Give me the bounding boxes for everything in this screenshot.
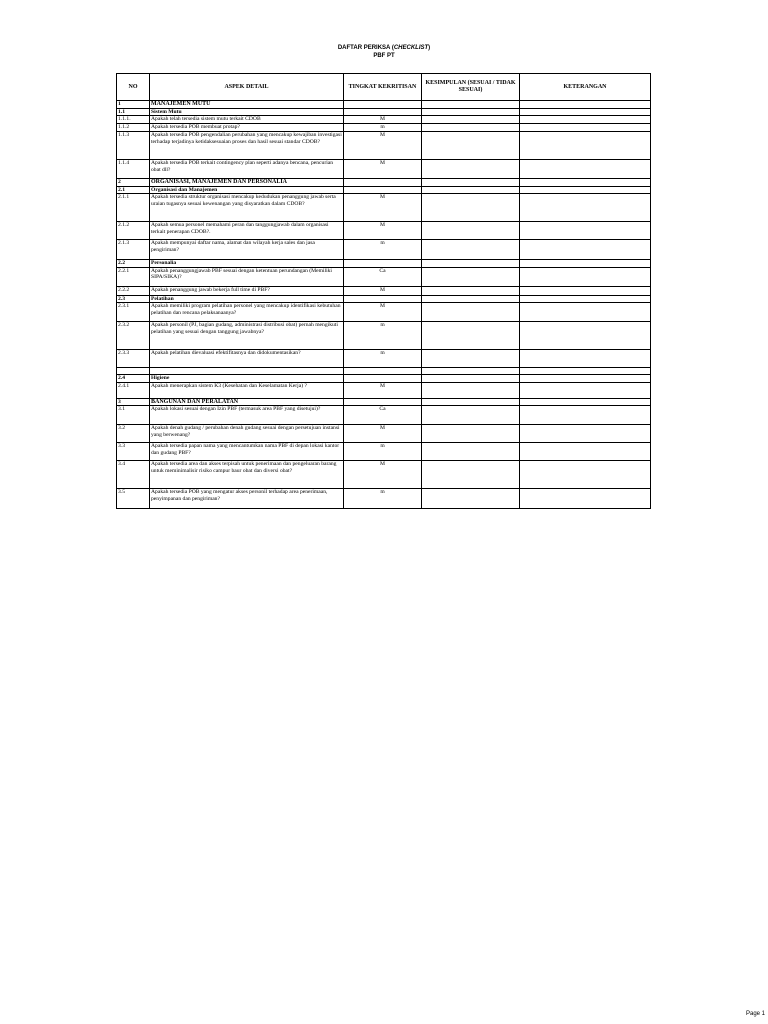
row-keterangan — [520, 368, 651, 375]
row-kesimpulan — [422, 368, 520, 375]
row-keterangan — [520, 322, 651, 350]
row-aspek: Apakah tersedia POB terkait contingency plan seperti adanya bencana, pencurian obat dll? — [150, 160, 344, 179]
row-keterangan — [520, 375, 651, 383]
row-tingkat — [344, 108, 422, 116]
row-number: 2.3.1 — [117, 303, 150, 322]
table-row — [117, 286, 651, 295]
row-aspek: Apakah tersedia POB membuat protap? — [150, 124, 344, 132]
row-keterangan — [520, 108, 651, 116]
row-aspek: Apakah penanggung jawab bekerja full time di PBF? — [150, 286, 344, 295]
row-keterangan — [520, 406, 651, 425]
row-tingkat: M — [344, 160, 422, 179]
row-aspek: Higiene — [150, 375, 344, 383]
row-number: 2.1.1 — [117, 194, 150, 222]
subsection-row — [117, 186, 651, 194]
row-keterangan — [520, 295, 651, 303]
row-keterangan — [520, 303, 651, 322]
row-aspek: Apakah denah gudang / perubahan denah gudang sesuai dengan persetujuan instansi yang berwenang? — [150, 425, 344, 443]
table-row — [117, 443, 651, 461]
row-tingkat — [344, 398, 422, 406]
row-keterangan — [520, 489, 651, 509]
row-tingkat: M — [344, 194, 422, 222]
row-tingkat — [344, 375, 422, 383]
row-kesimpulan — [422, 398, 520, 406]
row-kesimpulan — [422, 116, 520, 124]
header-aspek: ASPEK DETAIL — [150, 74, 344, 101]
row-aspek: Apakah personil (PJ, bagian gudang, administrasi distribusi obat) pernah mengikuti pelatihan yang sesuai dengan tanggung jawabnya? — [150, 322, 344, 350]
row-aspek: Apakah memiliki program pelatihan personel yang mencakup identifikasi kebutuhan pelatihan dan rencana pelaksanaanya? — [150, 303, 344, 322]
row-number: 1.1.2 — [117, 124, 150, 132]
table-row — [117, 382, 651, 398]
row-keterangan — [520, 286, 651, 295]
row-kesimpulan — [422, 286, 520, 295]
row-keterangan — [520, 116, 651, 124]
row-number: 3.5 — [117, 489, 150, 509]
row-aspek: Apakah lokasi sesuai dengan Izin PBF (termasuk area PBF yang disetujui)? — [150, 406, 344, 425]
header-tingkat: TINGKAT KEKRITISAN — [344, 74, 422, 101]
row-tingkat: m — [344, 322, 422, 350]
table-row — [117, 303, 651, 322]
row-keterangan — [520, 382, 651, 398]
row-aspek: Apakah semua personel memahami peran dan tanggungjawab dalam organisasi terkait penerapan CDOB?. — [150, 222, 344, 240]
subsection-row — [117, 108, 651, 116]
table-row — [117, 489, 651, 509]
row-keterangan — [520, 101, 651, 109]
table-body — [117, 101, 651, 509]
row-aspek: Apakah menerapkan sistem K3 (Kesehatan dan Keselamatan Kerja) ? — [150, 382, 344, 398]
row-number — [117, 368, 150, 375]
row-kesimpulan — [422, 303, 520, 322]
row-tingkat: M — [344, 286, 422, 295]
table-row — [117, 116, 651, 124]
row-keterangan — [520, 461, 651, 489]
row-keterangan — [520, 425, 651, 443]
row-kesimpulan — [422, 222, 520, 240]
subsection-row — [117, 260, 651, 268]
section-row — [117, 101, 651, 109]
section-row — [117, 398, 651, 406]
subsection-row — [117, 375, 651, 383]
row-aspek: MANAJEMEN MUTU — [150, 101, 344, 109]
row-tingkat: M — [344, 425, 422, 443]
row-number: 1 — [117, 101, 150, 109]
row-tingkat: Ca — [344, 267, 422, 286]
row-kesimpulan — [422, 186, 520, 194]
row-kesimpulan — [422, 260, 520, 268]
row-keterangan — [520, 124, 651, 132]
row-tingkat: Ca — [344, 406, 422, 425]
row-kesimpulan — [422, 101, 520, 109]
row-number: 1.1.4 — [117, 160, 150, 179]
row-aspek: Apakah tersedia area dan akses terpisah untuk penerimaan dan pengeluaran barang untuk meminimalisir risiko campur baur obat dan diversi obat? — [150, 461, 344, 489]
subsection-row — [117, 295, 651, 303]
row-kesimpulan — [422, 350, 520, 368]
row-kesimpulan — [422, 194, 520, 222]
row-kesimpulan — [422, 443, 520, 461]
row-keterangan — [520, 160, 651, 179]
row-number: 2.2.2 — [117, 286, 150, 295]
row-number: 2.2 — [117, 260, 150, 268]
row-kesimpulan — [422, 406, 520, 425]
table-row — [117, 124, 651, 132]
row-aspek — [150, 368, 344, 375]
document-title: DAFTAR PERIKSA (CHECKLIST) — [337, 45, 431, 51]
document-title-italic: CHECKLIST — [393, 45, 429, 51]
section-row — [117, 179, 651, 187]
row-keterangan — [520, 398, 651, 406]
row-kesimpulan — [422, 108, 520, 116]
row-kesimpulan — [422, 267, 520, 286]
row-kesimpulan — [422, 375, 520, 383]
row-number: 2 — [117, 179, 150, 187]
row-aspek: BANGUNAN DAN PERALATAN — [150, 398, 344, 406]
table-row — [117, 406, 651, 425]
row-aspek: Apakah tersedia struktur organisasi mencakup kedudukan penanggung jawab serta uraian tugasnya sesuai kewenangan yang disyaratkan dalam CDOB? — [150, 194, 344, 222]
header-no: NO — [117, 74, 150, 101]
row-aspek: Apakah pelatihan dievaluasi efektifitasnya dan didokumentasikan? — [150, 350, 344, 368]
row-tingkat: M — [344, 461, 422, 489]
row-kesimpulan — [422, 160, 520, 179]
row-kesimpulan — [422, 179, 520, 187]
row-aspek: Apakah tersedia papan nama yang mencantumkan nama PBF di depan lokasi kantor dan gudang PBF? — [150, 443, 344, 461]
row-aspek: Apakah tersedia POB yang mengatur akses personil terhadap area penerimaan, penyimpanan dan pengiriman? — [150, 489, 344, 509]
row-tingkat: m — [344, 489, 422, 509]
row-keterangan — [520, 350, 651, 368]
document-subtitle: PBF PT — [373, 53, 395, 59]
row-kesimpulan — [422, 132, 520, 160]
row-tingkat — [344, 101, 422, 109]
row-tingkat — [344, 260, 422, 268]
row-aspek: Personalia — [150, 260, 344, 268]
row-number: 2.1 — [117, 186, 150, 194]
row-tingkat — [344, 368, 422, 375]
row-aspek: Sistem Mutu — [150, 108, 344, 116]
row-keterangan — [520, 194, 651, 222]
table-row — [117, 350, 651, 368]
page-number: Page 1 — [746, 1011, 766, 1017]
row-tingkat — [344, 186, 422, 194]
row-number: 3.2 — [117, 425, 150, 443]
table-row — [117, 132, 651, 160]
table-row — [117, 267, 651, 286]
row-tingkat: M — [344, 222, 422, 240]
row-tingkat: m — [344, 124, 422, 132]
row-tingkat: M — [344, 382, 422, 398]
row-keterangan — [520, 222, 651, 240]
row-tingkat: m — [344, 443, 422, 461]
row-aspek: Organisasi dan Manajemen — [150, 186, 344, 194]
table-header-row — [117, 74, 651, 101]
header-keterangan: KETERANGAN — [520, 74, 651, 101]
table-row — [117, 461, 651, 489]
header-kesimpulan: KESIMPULAN (SESUAI / TIDAK SESUAI) — [422, 74, 520, 101]
row-tingkat: M — [344, 116, 422, 124]
row-tingkat — [344, 179, 422, 187]
row-keterangan — [520, 267, 651, 286]
row-aspek: Pelatihan — [150, 295, 344, 303]
row-number: 3 — [117, 398, 150, 406]
row-keterangan — [520, 186, 651, 194]
table-row — [117, 425, 651, 443]
row-kesimpulan — [422, 489, 520, 509]
row-aspek: Apakah penanggungjawab PBF sesuai dengan ketentuan perundangan (Memiliki SIPA/SIKA)? — [150, 267, 344, 286]
row-number: 2.3.3 — [117, 350, 150, 368]
row-number: 2.3 — [117, 295, 150, 303]
row-kesimpulan — [422, 322, 520, 350]
row-keterangan — [520, 443, 651, 461]
row-keterangan — [520, 240, 651, 260]
table-row — [117, 240, 651, 260]
row-number: 2.4 — [117, 375, 150, 383]
row-number: 1.1 — [117, 108, 150, 116]
row-keterangan — [520, 132, 651, 160]
row-number: 1.1.3 — [117, 132, 150, 160]
row-kesimpulan — [422, 295, 520, 303]
row-keterangan — [520, 179, 651, 187]
row-aspek: Apakah telah tersedia sistem mutu terkait CDOB — [150, 116, 344, 124]
row-number: 3.4 — [117, 461, 150, 489]
row-number: 3.1 — [117, 406, 150, 425]
row-tingkat: M — [344, 303, 422, 322]
row-kesimpulan — [422, 124, 520, 132]
row-tingkat — [344, 295, 422, 303]
row-aspek: ORGANISASI, MANAJEMEN DAN PERSONALIA — [150, 179, 344, 187]
row-kesimpulan — [422, 240, 520, 260]
row-kesimpulan — [422, 461, 520, 489]
row-tingkat: M — [344, 132, 422, 160]
row-number: 2.1.2 — [117, 222, 150, 240]
table-row — [117, 322, 651, 350]
row-tingkat: m — [344, 240, 422, 260]
row-number: 1.1.1. — [117, 116, 150, 124]
row-number: 3.3 — [117, 443, 150, 461]
row-kesimpulan — [422, 425, 520, 443]
table-row — [117, 194, 651, 222]
row-number: 2.3.2 — [117, 322, 150, 350]
checklist-table — [116, 73, 651, 509]
row-number: 2.1.3 — [117, 240, 150, 260]
row-aspek: Apakah tersedia POB pengendalian perubahan yang mencakup kewajiban investigasi terhadap terjadinya ketidaksesuaian proses dan hasil sesuai standar CDOB? — [150, 132, 344, 160]
row-tingkat: m — [344, 350, 422, 368]
row-keterangan — [520, 260, 651, 268]
spacer-row — [117, 368, 651, 375]
row-number: 2.2.1 — [117, 267, 150, 286]
table-row — [117, 222, 651, 240]
table-row — [117, 160, 651, 179]
row-kesimpulan — [422, 382, 520, 398]
row-number: 2.4.1 — [117, 382, 150, 398]
row-aspek: Apakah mempunyai daftar nama, alamat dan wilayah kerja sales dan jasa pengiriman? — [150, 240, 344, 260]
